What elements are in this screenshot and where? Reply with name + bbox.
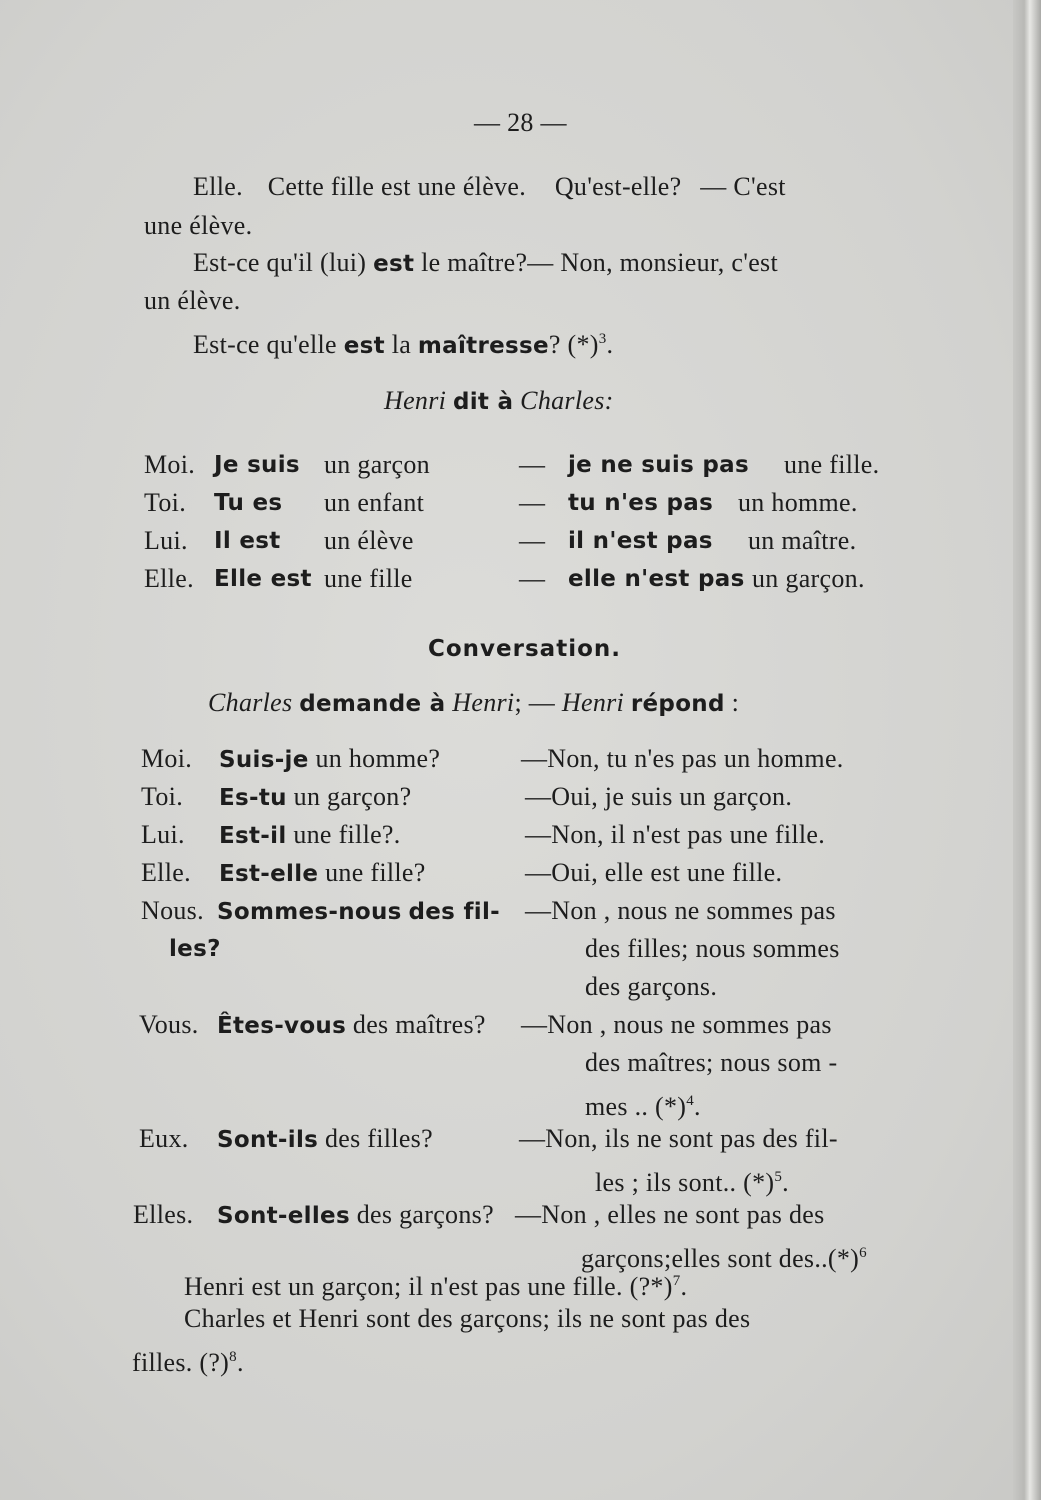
verb-cell: Je suis: [214, 452, 300, 478]
name-charles: Charles: [208, 688, 293, 717]
intro-text: Cette fille est une élève.: [267, 172, 526, 201]
qa-pronoun: Toi.: [141, 782, 183, 811]
intro-line-4: un élève.: [144, 286, 241, 315]
qa-question: [219, 782, 411, 813]
intro-text: Est-ce qu'il (lui): [193, 248, 367, 277]
qa-answer: des maîtres; nous som -: [585, 1048, 838, 1077]
page-edge: [1013, 0, 1041, 1500]
question-bold: Sommes-nous: [217, 899, 402, 925]
dash-cell: —: [519, 564, 546, 593]
name-henri: Henri: [561, 688, 625, 717]
closing-text: Henri est un garçon; il n'est pas une fille. (?*): [184, 1272, 673, 1301]
qa-pronoun: Moi.: [141, 744, 193, 773]
intro-text: .: [606, 330, 614, 359]
intro-line-5: [193, 324, 613, 361]
qa-question: [219, 744, 440, 775]
qa-pronoun: Nous.: [141, 896, 204, 925]
pronoun-cell: Lui.: [144, 526, 188, 555]
question-rest: des filles?: [324, 1124, 433, 1153]
qa-answer: —Oui, elle est une fille.: [525, 858, 783, 887]
footnote-ref: 5: [774, 1169, 783, 1185]
qa-pronoun: Elles.: [133, 1200, 194, 1229]
question-rest: un garçon?: [293, 782, 412, 811]
intro-text: le maître?— Non, monsieur, c'est: [421, 248, 778, 277]
intro-text: Elle.: [193, 172, 243, 201]
rest-cell: une fille: [324, 564, 413, 593]
pronoun-cell: Moi.: [144, 450, 196, 479]
neg-bold-cell: il n'est pas: [568, 528, 713, 554]
intro-bold: maîtresse: [417, 333, 549, 359]
neg-rest-cell: une fille.: [784, 450, 880, 479]
neg-rest-cell: un maître.: [748, 526, 857, 555]
intro-line-2: une élève.: [144, 211, 253, 240]
question-bold: Es-tu: [219, 785, 287, 811]
intro-text: ? (*): [548, 330, 599, 359]
answer-text: garçons;elles sont des..(*): [581, 1244, 860, 1273]
qa-answer: —Non , elles ne sont pas des: [515, 1200, 825, 1229]
rest-cell: un enfant: [324, 488, 425, 517]
answer-text: les ; ils sont.. (*): [595, 1168, 775, 1197]
footnote-ref: 7: [672, 1273, 681, 1289]
qa-pronoun: Eux.: [139, 1124, 189, 1153]
qa-answer: —Non , nous ne sommes pas: [525, 896, 836, 925]
intro-text: la: [391, 330, 412, 359]
footnote-ref: 8: [229, 1349, 237, 1365]
qa-answer: —Non , nous ne sommes pas: [521, 1010, 832, 1039]
qa-question: [219, 820, 401, 851]
qa-answer: [585, 1086, 701, 1122]
qa-question-cont: les?: [169, 936, 221, 962]
question-bold: Suis-je: [219, 747, 309, 773]
intro-text: Est-ce qu'elle: [193, 330, 337, 359]
qa-answer: des garçons.: [585, 972, 718, 1001]
subtitle-bold: demande à: [299, 691, 446, 717]
dash-cell: —: [519, 450, 546, 479]
dash-cell: —: [519, 526, 546, 555]
qa-answer: [595, 1162, 789, 1198]
qa-question: [217, 1010, 486, 1041]
verb-cell: Il est: [214, 528, 281, 554]
question-rest: une fille?: [325, 858, 426, 887]
intro-text: Qu'est-elle?: [554, 172, 682, 201]
rest-cell: un garçon: [324, 450, 430, 479]
qa-answer: des filles; nous sommes: [585, 934, 840, 963]
neg-bold-cell: tu n'es pas: [568, 490, 714, 516]
intro-line-3: [193, 248, 778, 279]
question-bold: Est-elle: [219, 861, 319, 887]
qa-question: [217, 1200, 494, 1231]
neg-bold-cell: je ne suis pas: [568, 452, 749, 478]
question-bold: Sont-elles: [217, 1203, 350, 1229]
footnote-ref: 4: [686, 1093, 695, 1109]
question-rest: des maîtres?: [352, 1010, 486, 1039]
verb-cell: Tu es: [214, 490, 283, 516]
name-henri: Henri: [384, 386, 447, 415]
closing-text: filles. (?): [132, 1348, 230, 1377]
footnote-ref: 6: [859, 1245, 867, 1261]
closing-line-1: [184, 1266, 687, 1302]
name-charles: Charles:: [520, 386, 614, 415]
henri-heading: [384, 386, 614, 417]
qa-pronoun: Lui.: [141, 820, 185, 849]
neg-bold-cell: elle n'est pas: [568, 566, 745, 592]
qa-question: [217, 896, 500, 927]
qa-pronoun: Elle.: [141, 858, 191, 887]
dash-cell: —: [519, 488, 546, 517]
qa-answer: —Non, il n'est pas une fille.: [525, 820, 826, 849]
qa-pronoun: Vous.: [139, 1010, 199, 1039]
question-bold: Êtes-vous: [217, 1013, 347, 1039]
intro-text: — C'est: [700, 172, 786, 201]
neg-rest-cell: un garçon.: [752, 564, 865, 593]
neg-rest-cell: un homme.: [738, 488, 858, 517]
closing-text: .: [236, 1348, 244, 1377]
answer-text: .: [694, 1092, 701, 1121]
subtitle-bold: répond: [630, 691, 725, 717]
question-bold: Sont-ils: [217, 1127, 319, 1153]
pronoun-cell: Toi.: [144, 488, 186, 517]
conversation-subtitle: [208, 688, 739, 719]
answer-text: mes .. (*): [585, 1092, 687, 1121]
answer-text: .: [782, 1168, 789, 1197]
question-bold: Est-il: [219, 823, 287, 849]
footnote-ref: 3: [598, 331, 607, 347]
question-bold: des fil-: [408, 899, 500, 925]
heading-bold: dit à: [452, 389, 514, 415]
closing-text: .: [680, 1272, 688, 1301]
qa-question: [219, 858, 426, 889]
question-rest: un homme?: [315, 744, 441, 773]
qa-question: [217, 1124, 433, 1155]
pronoun-cell: Elle.: [144, 564, 194, 593]
intro-bold: est: [343, 333, 385, 359]
intro-bold: est: [373, 251, 415, 277]
conversation-title: Conversation.: [428, 636, 621, 662]
closing-line-2: Charles et Henri sont des garçons; ils ne sont pas des: [184, 1304, 751, 1333]
subtitle-colon: :: [731, 688, 740, 717]
qa-answer: —Non, ils ne sont pas des fil-: [519, 1124, 838, 1153]
page-number: — 28 —: [474, 108, 567, 137]
subtitle-sep: ; —: [514, 688, 556, 717]
qa-answer: —Non, tu n'es pas un homme.: [521, 744, 844, 773]
name-henri: Henri: [452, 688, 515, 717]
closing-line-3: [132, 1342, 244, 1378]
question-rest: des garçons?: [356, 1200, 494, 1229]
question-rest: une fille?.: [293, 820, 401, 849]
rest-cell: un élève: [324, 526, 414, 555]
verb-cell: Elle est: [214, 566, 312, 592]
intro-line-1: [193, 172, 786, 202]
qa-answer: —Oui, je suis un garçon.: [525, 782, 793, 811]
